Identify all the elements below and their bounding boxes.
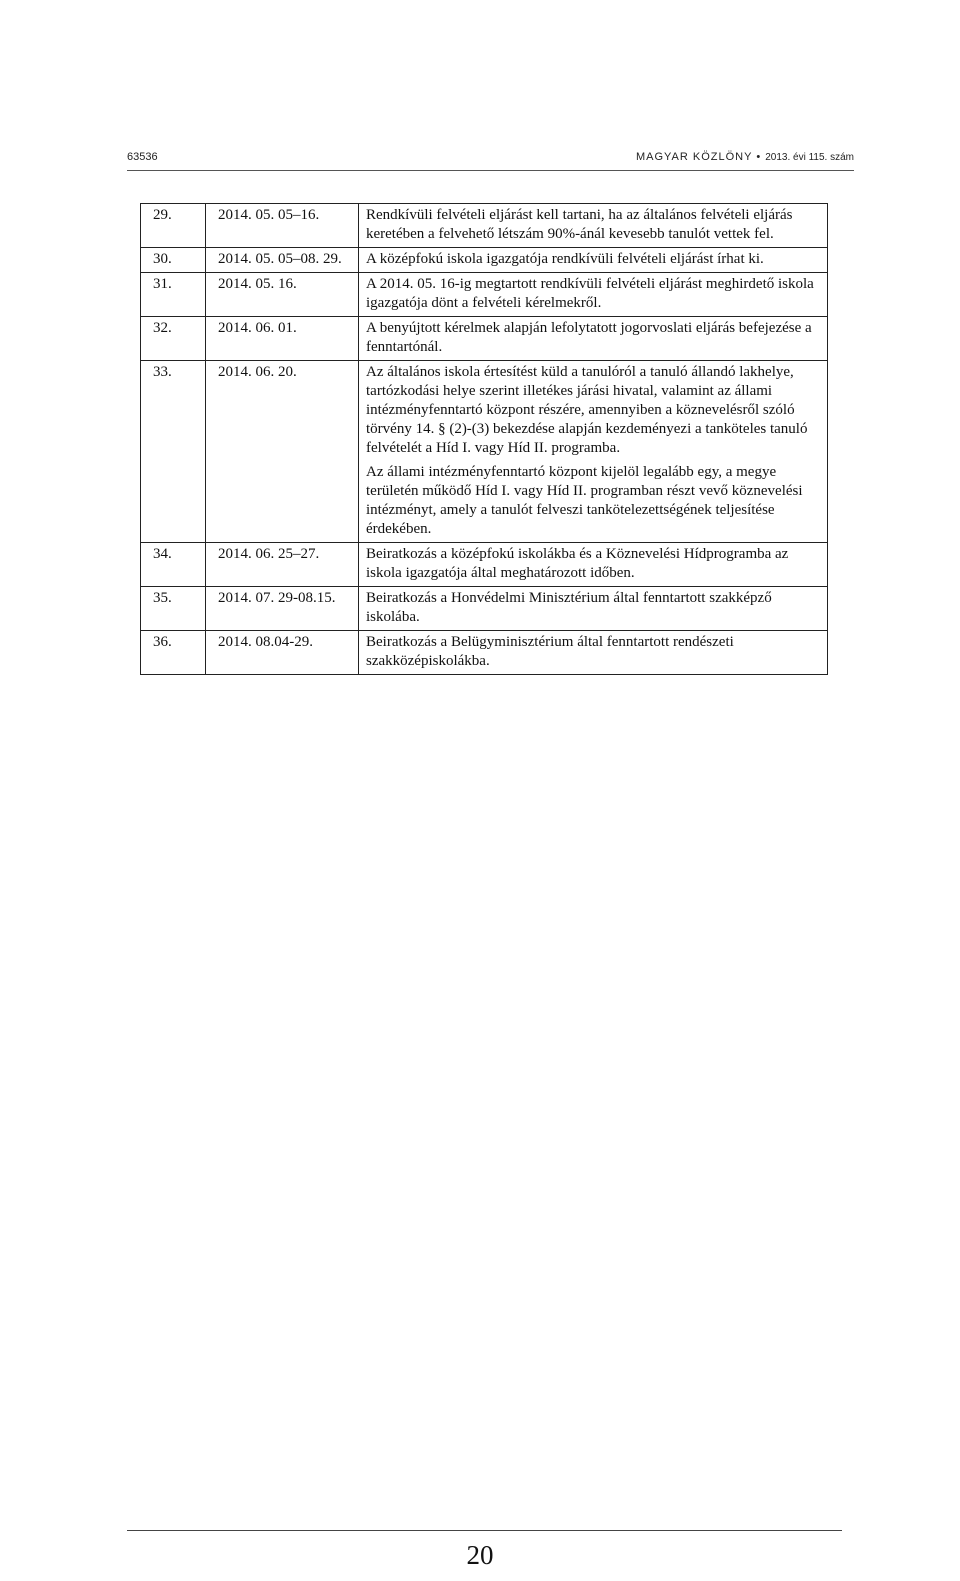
- description-paragraph: A középfokú iskola igazgatója rendkívüli felvételi eljárást írhat ki.: [366, 251, 764, 267]
- description-paragraph: A benyújtott kérelmek alapján lefolytatott jogorvoslati eljárás befejezése a fenntartónál.: [366, 320, 812, 355]
- row-number: 36.: [141, 631, 206, 675]
- admission-schedule-table: [140, 203, 828, 675]
- row-number: 32.: [141, 317, 206, 361]
- row-description: [359, 273, 828, 317]
- row-date: 2014. 05. 16.: [206, 273, 359, 317]
- table-row: [141, 361, 828, 543]
- row-number: 31.: [141, 273, 206, 317]
- footer-rule: [127, 1530, 842, 1531]
- row-date: 2014. 06. 01.: [206, 317, 359, 361]
- row-date: 2014. 06. 20.: [206, 361, 359, 543]
- table-row: [141, 248, 828, 273]
- row-date: 2014. 08.04-29.: [206, 631, 359, 675]
- table-row: [141, 587, 828, 631]
- row-number: 29.: [141, 204, 206, 248]
- table-row: [141, 204, 828, 248]
- schedule-body: [141, 204, 828, 675]
- row-description: [359, 587, 828, 631]
- row-description: [359, 361, 828, 543]
- footer-page-number: 20: [466, 1540, 494, 1570]
- masthead-separator: •: [756, 151, 762, 163]
- row-description: [359, 248, 828, 273]
- journal-issue: 2013. évi 115. szám: [765, 152, 854, 163]
- row-date: 2014. 05. 05–08. 29.: [206, 248, 359, 273]
- running-header: [127, 146, 854, 172]
- row-description: [359, 631, 828, 675]
- description-paragraph: Rendkívüli felvételi eljárást kell tartani, ha az általános felvételi eljárás keretében a felvehető létszám 90%-ánál kevesebb tanulót vettek fel.: [366, 207, 793, 242]
- description-paragraph: Beiratkozás a Belügyminisztérium által fenntartott rendészeti szakközépiskolákba.: [366, 634, 734, 669]
- description-paragraph: Az általános iskola értesítést küld a tanulóról a tanuló állandó lakhelye, tartózkodási helye szerint illetékes járási hivatal, valamint az állami intézményfenntartó központ részére, amennyiben a köznevelésről szóló törvény 14. § (2)-(3) bekezdése alapján kezdeményezi a tanköteles tanuló felvételét a Híd I. vagy Híd II. programba.: [366, 364, 808, 456]
- table-row: [141, 631, 828, 675]
- row-date: 2014. 05. 05–16.: [206, 204, 359, 248]
- row-number: 34.: [141, 543, 206, 587]
- row-description: [359, 543, 828, 587]
- table-row: [141, 317, 828, 361]
- header-rule: [127, 170, 854, 171]
- journal-title: MAGYAR KÖZLÖNY: [635, 151, 753, 163]
- description-paragraph: Beiratkozás a Honvédelmi Minisztérium által fenntartott szakképző iskolába.: [366, 590, 772, 625]
- description-paragraph: Az állami intézményfenntartó központ kijelöl legalább egy, a megye területén működő Híd I. vagy Híd II. programban részt vevő köznevelési intézményt, amely a tanulót felveszi tankötelezettségének teljesítése érdekében.: [366, 464, 803, 537]
- row-description: [359, 204, 828, 248]
- row-description: [359, 317, 828, 361]
- journal-masthead: [636, 151, 854, 163]
- description-paragraph: A 2014. 05. 16-ig megtartott rendkívüli felvételi eljárást meghirdető iskola igazgatója dönt a felvételi kérelmekről.: [366, 276, 814, 311]
- row-date: 2014. 07. 29-08.15.: [206, 587, 359, 631]
- table-row: [141, 273, 828, 317]
- row-number: 35.: [141, 587, 206, 631]
- row-date: 2014. 06. 25–27.: [206, 543, 359, 587]
- description-paragraph: Beiratkozás a középfokú iskolákba és a Köznevelési Hídprogramba az iskola igazgatója által meghatározott időben.: [366, 546, 789, 581]
- row-number: 33.: [141, 361, 206, 543]
- journal-page-number: 63536: [127, 151, 158, 163]
- table-row: [141, 543, 828, 587]
- row-number: 30.: [141, 248, 206, 273]
